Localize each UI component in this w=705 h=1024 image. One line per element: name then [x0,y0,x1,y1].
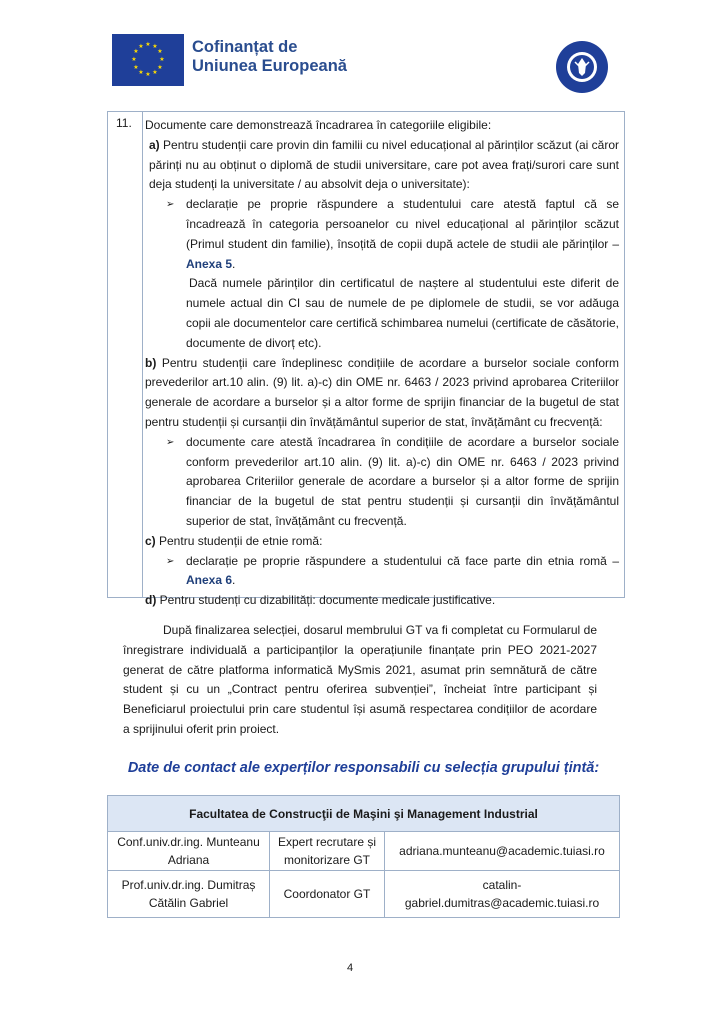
category-b-bullet [145,433,619,532]
arrow-bullet-icon: ➢ [166,199,175,211]
category-a-bullet-text: declarație pe proprie răspundere a studentului care atestă faptul că se încadrează în categoria persoanelor cu nivel educațional al părinților scăzut (Primul student din familie), însoțită de copii după actele de studii ale părinților – [186,197,619,251]
eu-text-line1: Cofinanțat de [192,38,298,56]
category-c-text: Pentru studenții de etnie romă: [155,533,323,548]
expert-email[interactable]: catalin-gabriel.dumitras@academic.tuiasi.ro [385,871,620,918]
svg-text:★: ★ [152,70,158,76]
contact-table [107,795,620,918]
eu-text-line2: Uniunea Europeană [192,57,347,75]
requirements-content [145,116,619,611]
category-c-bullet-text: declarație pe proprie răspundere a studentului că face parte din etnia romă – [186,553,619,568]
selection-paragraph-text: După finalizarea selecției, dosarul membrului GT va fi completat cu Formularul de înregistrare individuală a participanților la operațiunile finanțate prin PEO 2021-2027 generat de către platforma informatică MySmis 2021, asumat prin semnătură de către student și cu un „Contract pentru oferirea subvenției”, încheiat între participant și Beneficiarul proiectului prin care studentul își asumă respectarea condițiilor de acordare a sprijinului oferit prin proiect. [123,623,597,736]
category-b-label: b) [145,355,157,370]
punctuation: . [232,256,236,271]
page-number: 4 [346,962,354,974]
svg-text:★: ★ [157,65,163,71]
svg-text:★: ★ [157,49,163,55]
anexa-5-link[interactable]: Anexa 5 [186,256,233,271]
category-a [145,136,619,195]
expert-role: Coordonator GT [270,871,385,918]
svg-text:★: ★ [138,44,144,50]
svg-text:★: ★ [159,57,165,63]
section-heading: Date de contact ale experților responsabili cu selecția grupului țintă: [127,760,600,776]
requirements-intro: Documente care demonstrează încadrarea în categoriile eligibile: [145,118,492,132]
category-c-label: c) [145,533,156,548]
anexa-6-link[interactable]: Anexa 6 [186,573,233,588]
selection-paragraph [123,621,597,740]
category-b-bullet-text: documente care atestă încadrarea în condițiile de acordare a burselor sociale conform prevederilor art.10 alin. (9) lit. a)-c) din OME nr. 6463 / 2023 privind aprobarea Criteriilor generale de acordare a burselor și a altor forme de sprijin financiar de la bugetul de stat pentru studenții și cursanții din învățământul superior de stat, învățământ cu frecvență. [186,434,619,528]
table-row [108,832,620,871]
category-d-label: d) [145,593,157,608]
svg-text:★: ★ [133,49,139,55]
expert-role: Expert recrutare și monitorizare GT [270,832,385,871]
svg-text:★: ★ [133,65,139,71]
category-a-bullet [145,195,619,274]
romanian-government-seal-icon [555,40,609,94]
svg-text:★: ★ [131,57,137,63]
category-b-text: Pentru studenții care îndeplinesc condițiile de acordare a burselor sociale conform prevederilor art.10 alin. (9) lit. a)-c) din OME nr. 6463 / 2023 privind aprobarea Criteriilor generale de acordare a burselor și a altor forme de sprijin financiar de la bugetul de stat pentru studenții și cursanții din învățământul superior de stat, învățământ cu frecvență: [145,355,619,429]
category-a-note [145,274,619,353]
svg-text:★: ★ [145,42,151,48]
table-row [108,871,620,918]
eu-cofinancing-label [192,38,347,76]
requirements-table [107,111,625,608]
category-a-note-text: Dacă numele părinților din certificatul de naștere al studentului este diferit de numele actual din CI sau de numele de pe diplomele de studii, se vor adăuga copii ale documentelor care certifică schimbarea numelui (certificate de căsătorie, documente de divorț etc). [186,276,619,350]
expert-name: Conf.univ.dr.ing. Munteanu Adriana [108,832,270,871]
table-column-divider [142,112,143,597]
category-c-bullet [145,552,619,592]
eu-flag-logo [112,34,184,86]
svg-text:★: ★ [145,72,151,78]
category-b [145,354,619,433]
category-a-text: Pentru studenții care provin din familii cu nivel educațional al părinților scăzut (ai căror părinți nu au obținut o diplomă de studii universitare, care pot avea frați/surori care sunt deja studenți la universitate / au absolvit deja o universitate): [149,137,619,192]
expert-email[interactable]: adriana.munteanu@academic.tuiasi.ro [385,832,620,871]
punctuation: . [232,573,236,588]
faculty-header: Facultatea de Construcţii de Maşini şi Management Industrial [108,796,620,832]
svg-text:★: ★ [138,70,144,76]
category-d-text: Pentru studenți cu dizabilități: documente medicale justificative. [156,593,496,608]
category-c [145,532,619,552]
row-number: 11. [116,116,132,130]
eu-stars-icon [112,34,184,86]
svg-text:★: ★ [152,44,158,50]
category-a-label: a) [149,137,160,152]
arrow-bullet-icon: ➢ [166,555,175,567]
arrow-bullet-icon: ➢ [166,436,175,448]
expert-name: Prof.univ.dr.ing. Dumitraș Cătălin Gabriel [108,871,270,918]
category-d [145,591,619,611]
